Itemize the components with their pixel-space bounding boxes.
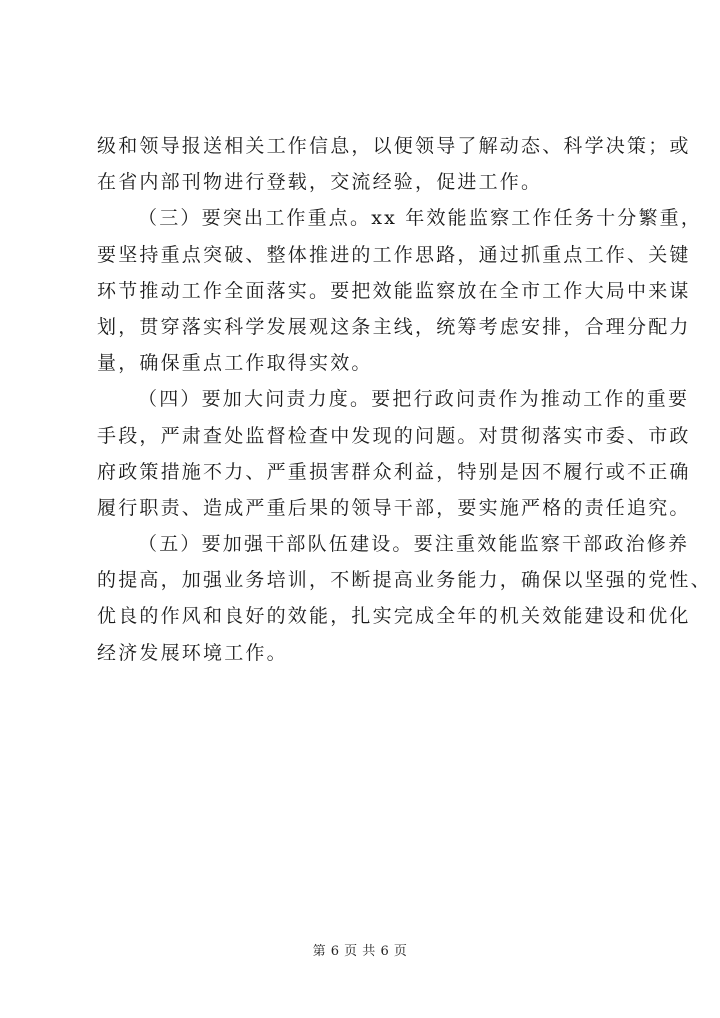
text-line: 量，确保重点工作取得实效。 bbox=[97, 352, 373, 375]
text-line: （五）要加强干部队伍建设。要注重效能监察干部政治修养 bbox=[138, 533, 690, 556]
text-line: 环节推动工作全面落实。要把效能监察放在全市工作大局中来谋 bbox=[97, 279, 691, 302]
text-line: 要坚持重点突破、整体推进的工作思路，通过抓重点工作、关键 bbox=[97, 243, 691, 266]
text-line: 的提高，加强业务培训，不断提高业务能力，确保以坚强的党性、 bbox=[97, 569, 712, 592]
text-line: 优良的作风和良好的效能，扎实完成全年的机关效能建设和优化 bbox=[97, 605, 691, 628]
page-footer: 第 6 页 共 6 页 bbox=[312, 944, 408, 959]
text-line: （三）要突出工作重点。xx 年效能监察工作任务十分繁重， bbox=[138, 207, 703, 230]
text-line: 级和领导报送相关工作信息，以便领导了解动态、科学决策；或 bbox=[97, 135, 691, 157]
text-line: 经济发展环境工作。 bbox=[97, 641, 288, 664]
text-line: 在省内部刊物进行登载，交流经验，促进工作。 bbox=[97, 171, 543, 194]
body-text bbox=[97, 128, 712, 671]
text-line: 划，贯穿落实科学发展观这条主线，统筹考虑安排，合理分配力 bbox=[97, 315, 691, 338]
text-line: （四）要加大问责力度。要把行政问责作为推动工作的重要 bbox=[138, 388, 690, 411]
text-line: 府政策措施不力、严重损害群众利益，特别是因不履行或不正确 bbox=[97, 460, 691, 483]
text-line: 履行职责、造成严重后果的领导干部，要实施严格的责任追究。 bbox=[97, 496, 691, 519]
text-line: 手段，严肃查处监督检查中发现的问题。对贯彻落实市委、市政 bbox=[97, 424, 691, 447]
